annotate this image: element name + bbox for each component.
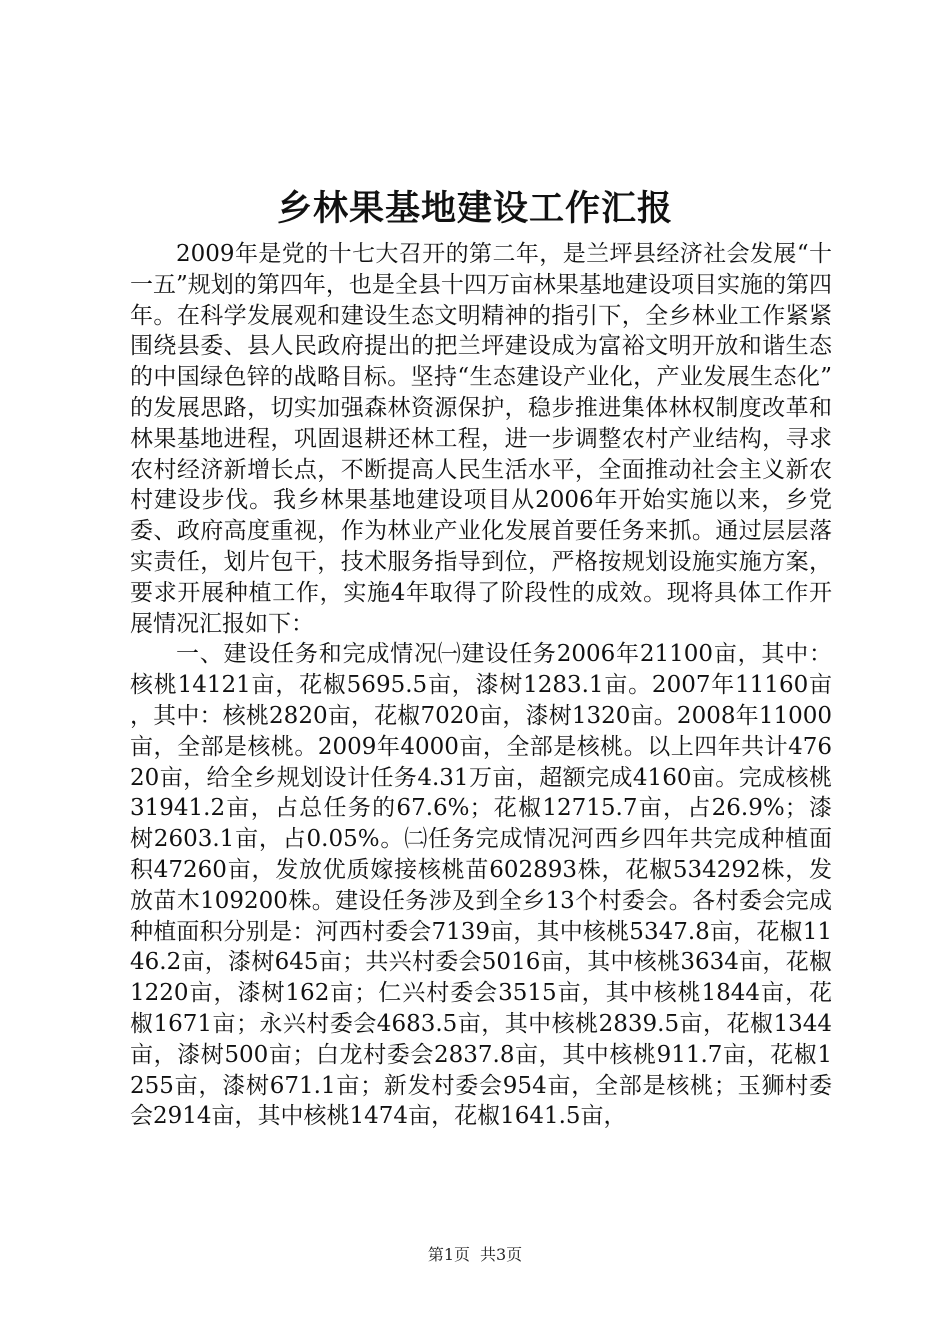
paragraph-intro: 2009年是党的十七大召开的第二年，是兰坪县经济社会发展“十一五”规划的第四年，也是全县十四万亩林果基地建设项目实施的第四年。在科学发展观和建设生态文明精神的指引下，全乡林业工作紧紧围绕县委、县人民政府提出的把兰坪建设成为富裕文明开放和谐生态的中国绿色锌的战略目标。坚持“生态建设产业化，产业发展生态化”的发展思路，切实加强森林资源保护，稳步推进集体林权制度改革和林果基地进程，巩固退耕还林工程，进一步调整农村产业结构，寻求农村经济新增长点，不断提高人民生活水平，全面推动社会主义新农村建设步伐。我乡林果基地建设项目从2006年开始实施以来，乡党委、政府高度重视，作为林业产业化发展首要任务来抓。通过层层落实责任，划片包干，技术服务指导到位，严格按规划设施实施方案，要求开展种植工作，实施4年取得了阶段性的成效。现将具体工作开展情况汇报如下： <box>130 241 832 637</box>
document-body <box>130 239 832 1132</box>
page-total: 共3页 <box>480 1245 523 1264</box>
page-footer <box>0 1243 950 1267</box>
document-title: 乡林果基地建设工作汇报 <box>276 188 673 229</box>
page-number: 第1页 <box>427 1245 470 1264</box>
paragraph-construction-tasks: 一、建设任务和完成情况㈠建设任务2006年21100亩，其中：核桃14121亩，花椒5695.5亩，漆树1283.1亩。2007年11160亩，其中：核桃2820亩，花椒7020亩，漆树1320亩。2008年11000亩，全部是核桃。2009年4000亩，全部是核桃。以上四年共计47620亩，给全乡规划设计任务4.31万亩，超额完成4160亩。完成核桃31941.2亩，占总任务的67.6%；花椒12715.7亩，占26.9%；漆树2603.1亩，占0.05%。㈡任务完成情况河西乡四年共完成种植面积47260亩，发放优质嫁接核桃苗602893株，花椒534292株，发放苗木109200株。建设任务涉及到全乡13个村委会。各村委会完成种植面积分别是：河西村委会7139亩，其中核桃5347.8亩，花椒1146.2亩，漆树645亩；共兴村委会5016亩，其中核桃3634亩，花椒1220亩，漆树162亩；仁兴村委会3515亩，其中核桃1844亩，花椒1671亩；永兴村委会4683.5亩，其中核桃2839.5亩，花椒1344亩，漆树500亩；白龙村委会2837.8亩，其中核桃911.7亩，花椒1255亩，漆树671.1亩；新发村委会954亩，全部是核桃；玉狮村委会2914亩，其中核桃1474亩，花椒1641.5亩， <box>130 641 832 1130</box>
